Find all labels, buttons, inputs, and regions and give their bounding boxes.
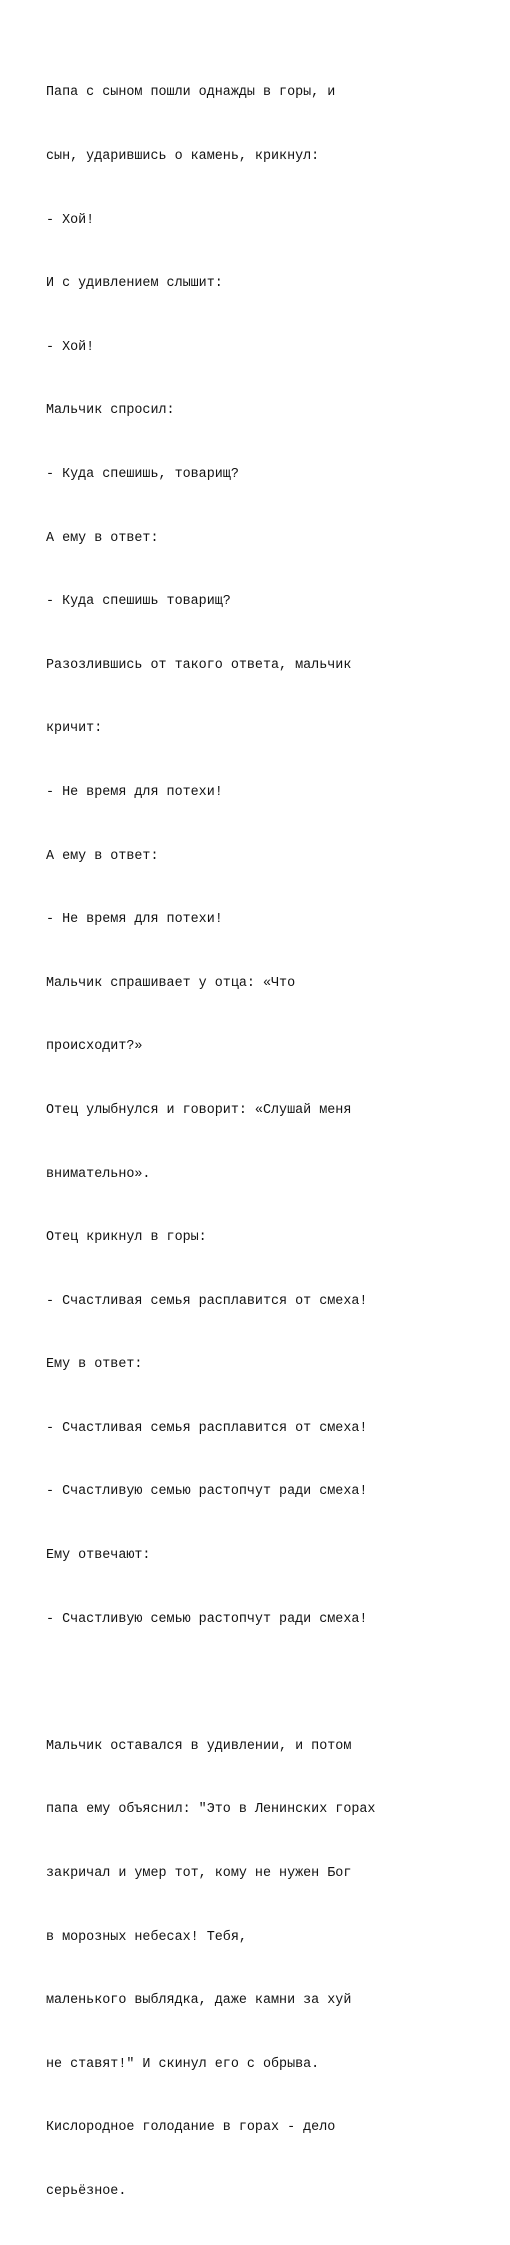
text-line: сын, ударившись о камень, крикнул: bbox=[46, 149, 320, 164]
text-line: - Счастливая семья расплавится от смеха! bbox=[46, 1420, 368, 1436]
text-line: Кислородное голодание в горах - дело bbox=[46, 2120, 336, 2136]
text-line: А ему в ответ: bbox=[46, 848, 159, 864]
text-line: - Счастливую семью растопчут ради смеха! bbox=[46, 1484, 368, 1500]
text-line: Папа с сыном пошли однажды в горы, и bbox=[46, 85, 336, 101]
text-line: Отец улыбнулся и говорит: «Слушай меня bbox=[46, 1102, 352, 1118]
text-line: - Хой! bbox=[46, 212, 95, 228]
text-line: Мальчик спросил: bbox=[46, 403, 175, 419]
text-line: - Куда спешишь товарищ? bbox=[46, 594, 231, 610]
text-line: А ему в ответ: bbox=[46, 530, 159, 546]
paragraph-gap bbox=[46, 1672, 496, 1693]
text-line: закричал и умер тот, кому не нужен Бог bbox=[46, 1866, 352, 1882]
story-text bbox=[46, 40, 496, 2245]
text-line: кричит: bbox=[46, 721, 103, 737]
text-line: Мальчик спрашивает у отца: «Что bbox=[46, 975, 296, 991]
text-line: - Счастливая семья расплавится от смеха! bbox=[46, 1293, 368, 1309]
text-line: И с удивлением слышит: bbox=[46, 276, 223, 292]
text-line: внимательно». bbox=[46, 1166, 151, 1182]
text-line: происходит?» bbox=[46, 1039, 143, 1055]
text-line: Отец крикнул в горы: bbox=[46, 1230, 207, 1246]
text-line: Мальчик оставался в удивлении, и потом bbox=[46, 1738, 352, 1754]
text-line: Разозлившись от такого ответа, мальчик bbox=[46, 657, 352, 673]
text-line: папа ему объяснил: "Это в Ленинских горах bbox=[46, 1802, 376, 1818]
text-line: Ему отвечают: bbox=[46, 1548, 151, 1564]
text-line: в морозных небесах! Тебя, bbox=[46, 1929, 247, 1945]
text-line: - Хой! bbox=[46, 339, 95, 355]
text-line: - Не время для потехи! bbox=[46, 912, 223, 928]
text-line: не ставят!" И скинул его с обрыва. bbox=[46, 2056, 320, 2072]
text-line: серьёзное. bbox=[46, 2184, 127, 2199]
text-line: - Счастливую семью растопчут ради смеха! bbox=[46, 1611, 368, 1627]
text-line: - Куда спешишь, товарищ? bbox=[46, 466, 239, 482]
text-line: Ему в ответ: bbox=[46, 1357, 143, 1373]
text-line: - Не время для потехи! bbox=[46, 784, 223, 800]
text-line: маленького выблядка, даже камни за хуй bbox=[46, 1993, 352, 2009]
